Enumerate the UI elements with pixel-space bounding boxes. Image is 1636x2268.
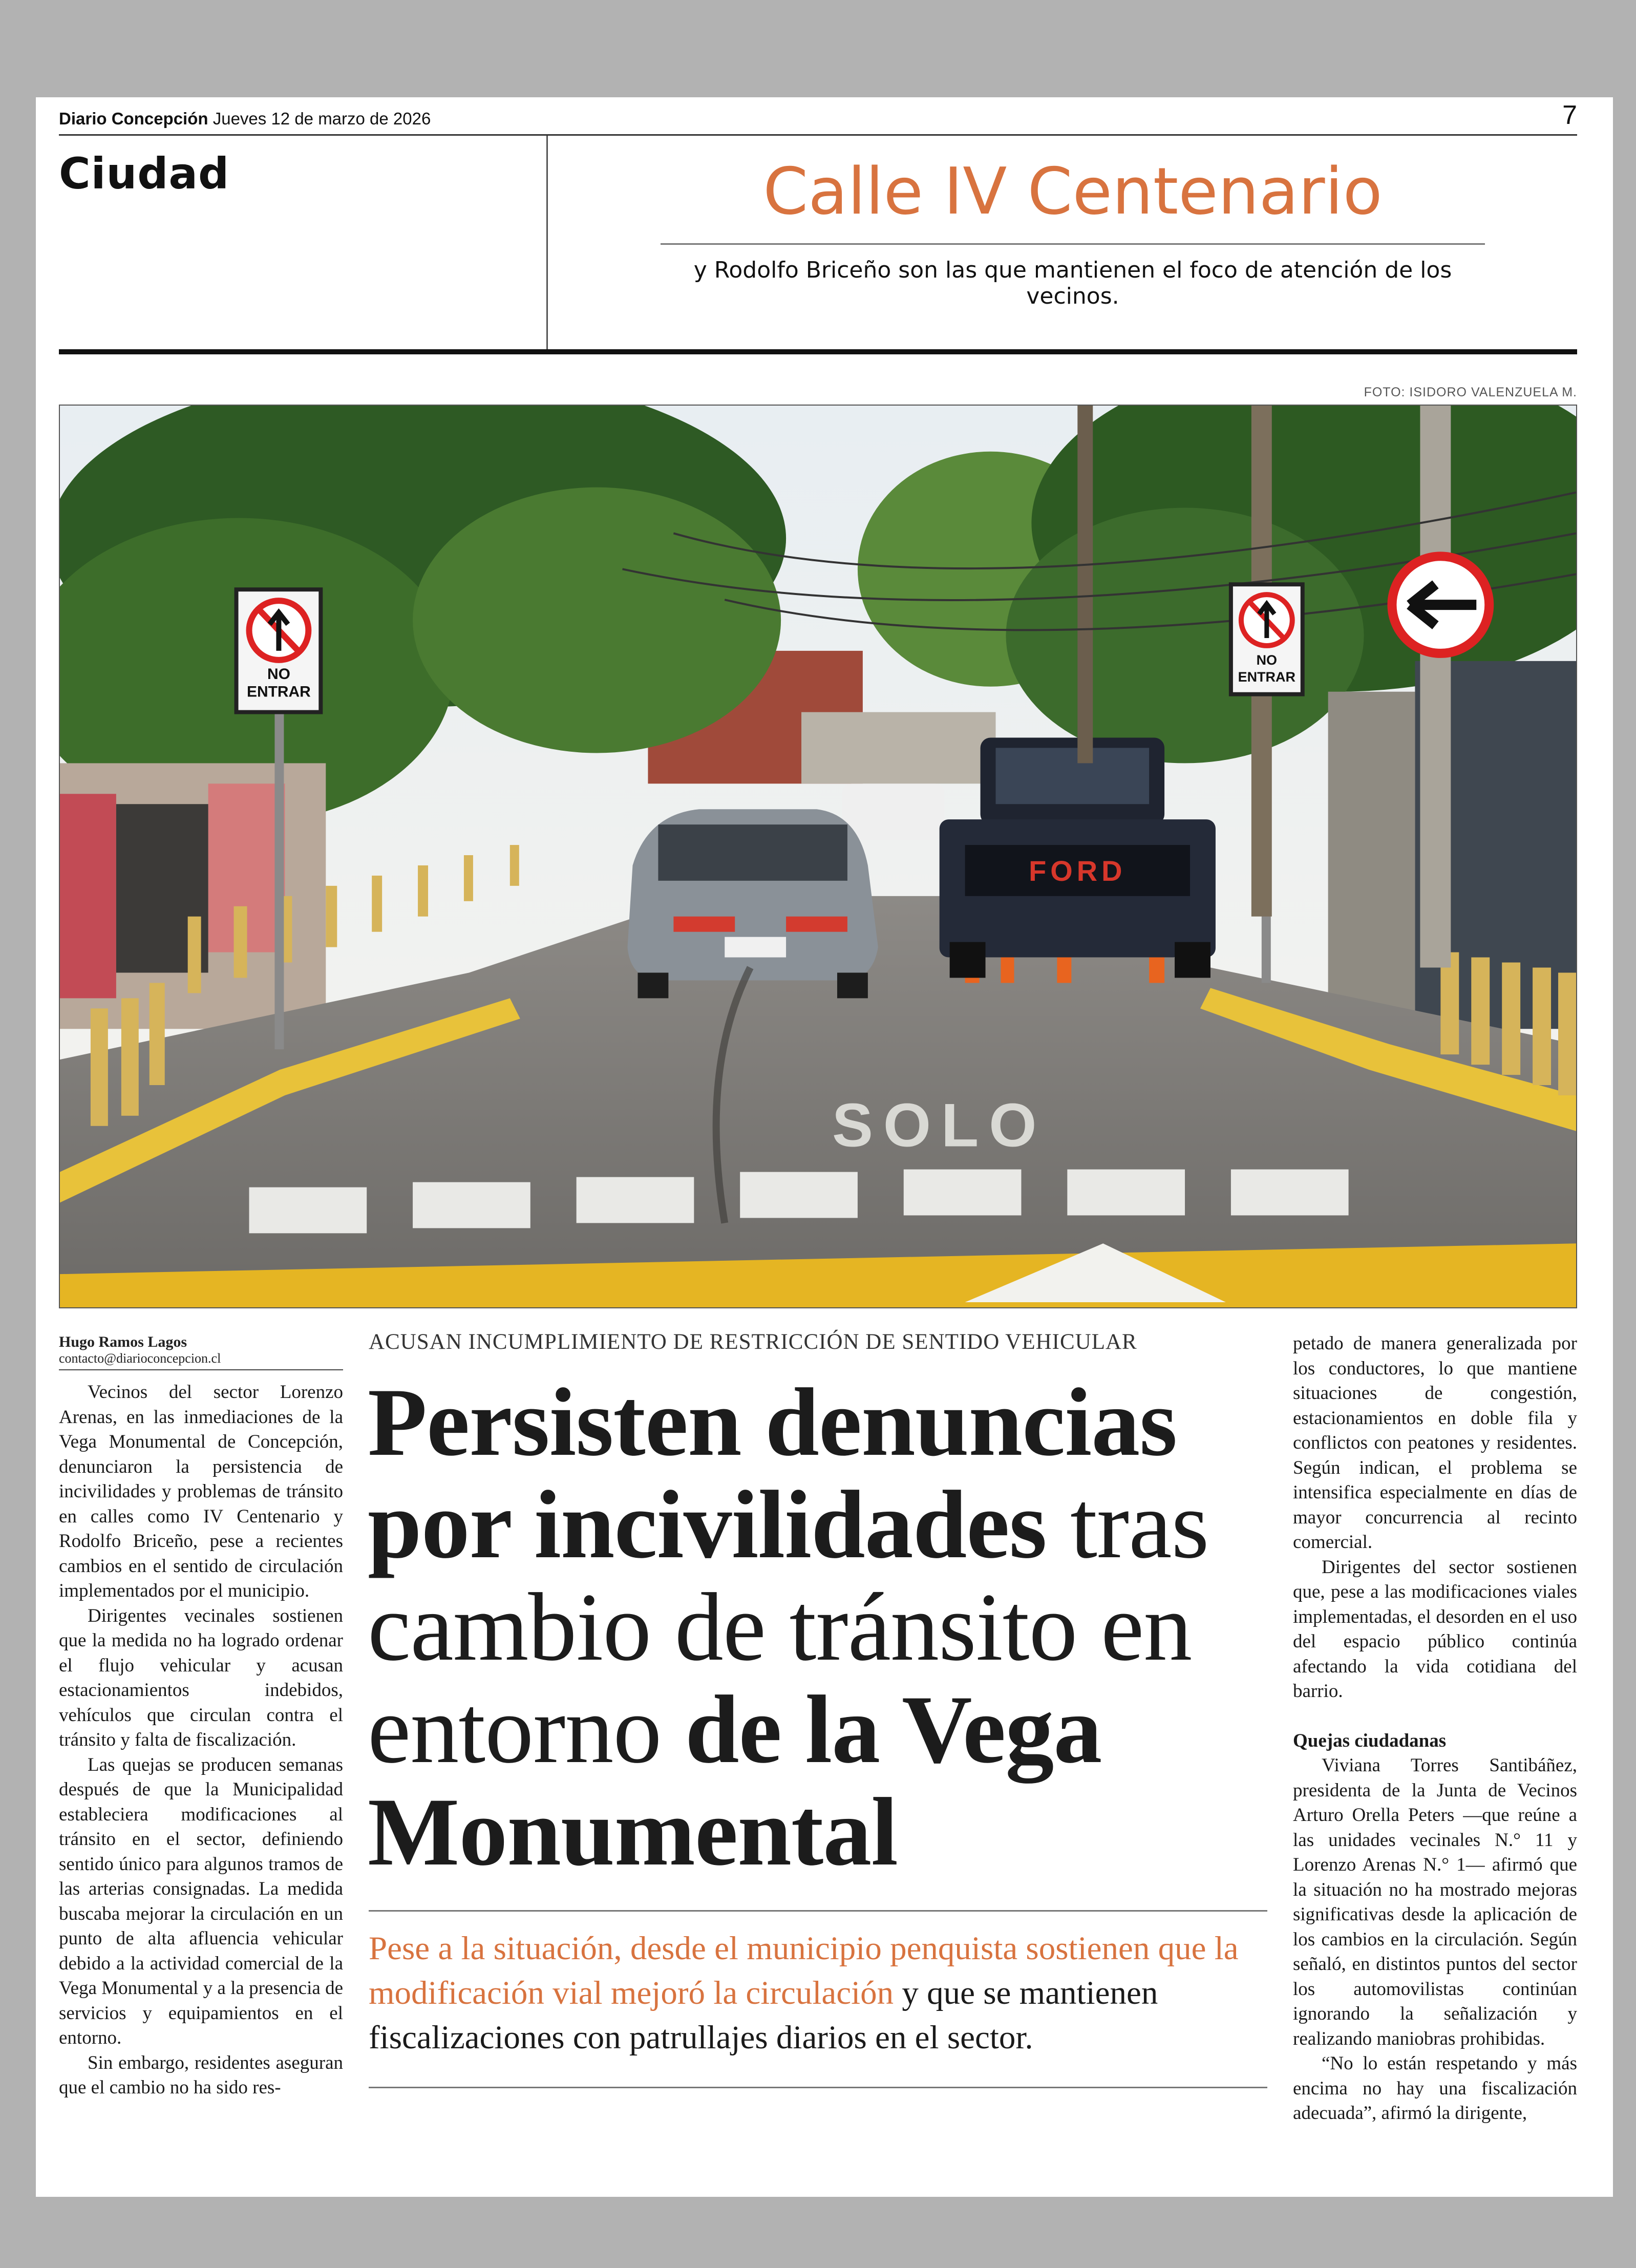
paragraph: “No lo están respetando y más encima no hay una fiscalización adecuada”, afirmó la dirigente, — [1293, 2053, 1577, 2124]
deck-rest: y que se mantienen fiscalizaciones con patrullajes diarios en el sector. — [369, 1975, 1158, 2056]
header-divider — [546, 136, 548, 351]
paragraph: petado de manera generalizada por los conductores, lo que mantiene situaciones de congestión, estacionamientos en doble fila y conflictos con peatones y residentes. Según indican, el problema se intensifica especialmente en días de mayor concurrencia al recinto comercial. — [1293, 1333, 1577, 1553]
author-email: contacto@diarioconcepcion.cl — [59, 1351, 343, 1370]
deck-bottom-rule — [369, 2087, 1267, 2088]
street-photo — [59, 405, 1577, 1308]
upper-title: ACUSAN INCUMPLIMIENTO DE RESTRICCIÓN DE SENTIDO VEHICULAR — [369, 1330, 1137, 1354]
folio-bar — [59, 100, 1577, 136]
deck-highlight: Pese a la situación, desde el municipio penquista sostienen que la modificación vial mejoró la circulación — [369, 1930, 1239, 2011]
body-column-1 — [59, 1380, 343, 2101]
headline — [368, 1369, 1279, 1886]
kicker-title: Calle IV Centenario — [763, 154, 1383, 229]
publication-name: Diario Concepción — [59, 109, 208, 128]
sign-left-line2: ENTRAR — [247, 683, 311, 701]
section-title: Ciudad — [59, 149, 230, 199]
page-number: 7 — [1562, 100, 1577, 130]
no-entry-sign-right — [1231, 584, 1303, 694]
truck-grille-text: FORD — [1029, 854, 1127, 887]
byline — [59, 1333, 343, 1370]
sign-right-line1: NO — [1256, 652, 1278, 668]
deck — [369, 1926, 1270, 2060]
headline-part: de la Vega — [685, 1676, 1102, 1784]
paragraph: Sin embargo, residentes aseguran que el cambio no ha sido res- — [59, 2052, 343, 2098]
utility-pole — [1420, 406, 1451, 968]
body-column-3 — [1293, 1331, 1577, 2126]
left-arrow-sign — [1392, 556, 1489, 653]
photo-credit: FOTO: ISIDORO VALENZUELA M. — [1364, 385, 1577, 399]
sign-right-line2: ENTRAR — [1238, 669, 1295, 685]
headline-part: Monumental — [368, 1778, 898, 1886]
paragraph: Viviana Torres Santibáñez, presidenta de la Junta de Vecinos Arturo Orella Peters —que reúne a las unidades vecinales N.° 11 y Lorenzo Arenas N.° 1— afirmó que la situación no ha mostrado mejoras significativas desde la aplicación de los cambios en la circulación. Según señaló, en distintos puntos del sector los automovilistas continúan ignorando la señalización y realizando maniobras prohibidas. — [1293, 1755, 1577, 2049]
kicker-rule — [661, 243, 1485, 245]
no-entry-sign-left — [237, 589, 321, 712]
headline-part: entorno — [368, 1676, 685, 1784]
issue-date: Jueves 12 de marzo de 2026 — [213, 109, 431, 128]
kicker-subtitle: y Rodolfo Briceño son las que mantienen el foco de atención de los vecinos. — [693, 257, 1452, 309]
subhead: Quejas ciudadanas — [1293, 1730, 1447, 1751]
headline-part: cambio de tránsito en — [368, 1574, 1192, 1681]
folio-publication — [59, 109, 431, 129]
headline-part: por incivilidades — [368, 1471, 1047, 1579]
street-scene — [60, 406, 1576, 1307]
header-thick-rule — [59, 349, 1577, 354]
author-name: Hugo Ramos Lagos — [59, 1333, 187, 1350]
paragraph: Dirigentes vecinales sostienen que la medida no ha logrado ordenar el flujo vehicular y acusan estacionamientos indebidos, vehículos que circulan contra el tránsito y falta de fiscalización. — [59, 1605, 343, 1750]
headline-part: tras — [1046, 1471, 1209, 1579]
folio-rule — [59, 134, 1577, 136]
deck-top-rule — [369, 1910, 1267, 1912]
paragraph: Vecinos del sector Lorenzo Arenas, en las inmediaciones de la Vega Monumental de Concepción, denunciaron la persistencia de incivilidades y problemas de tránsito en calles como IV Centenario y Rodolfo Briceño, pese a recientes cambios en el sentido de circulación implementados por el municipio. — [59, 1382, 343, 1601]
road-marking-text: SOLO — [832, 1091, 1047, 1160]
paragraph: Las quejas se producen semanas después de que la Municipalidad estableciera modificaciones al tránsito en el sector, definiendo sentido único para algunos tramos de las arterias consignadas. La medida buscaba mejorar la circulación en un punto de alta afluencia vehicular debido a la actividad comercial de la Vega Monumental y a la presencia de servicios y equipamientos en el entorno. — [59, 1754, 343, 2048]
sign-pole-left — [274, 692, 284, 1049]
paragraph: Dirigentes del sector sostienen que, pese a las modificaciones viales implementadas, el desorden en el uso del espacio público continúa afectando la vida cotidiana del barrio. — [1293, 1556, 1577, 1702]
sign-left-line1: NO — [267, 665, 290, 683]
headline-part: Persisten denuncias — [368, 1369, 1177, 1476]
